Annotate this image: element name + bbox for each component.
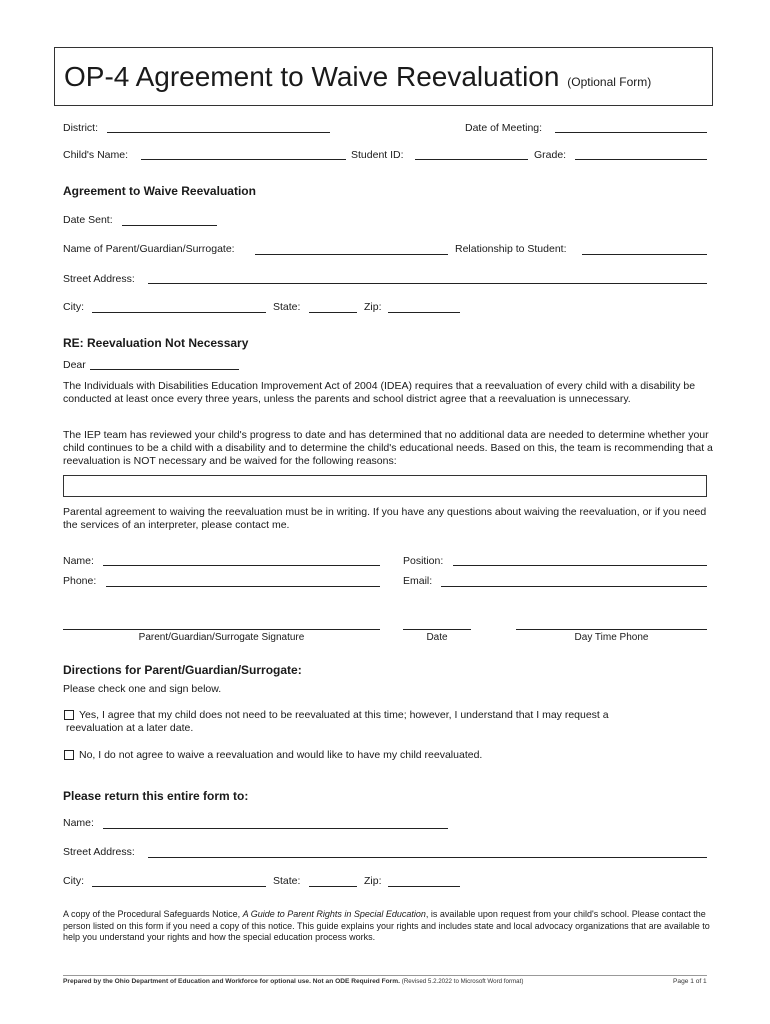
form-title-main: OP-4 Agreement to Waive Reevaluation (64, 61, 560, 92)
childs-name-field[interactable] (141, 159, 346, 160)
return-zip-field[interactable] (388, 886, 460, 887)
grade-field[interactable] (575, 159, 707, 160)
return-heading: Please return this entire form to: (63, 789, 249, 803)
return-city-field[interactable] (92, 886, 266, 887)
state-label: State: (273, 301, 301, 313)
street-address-label: Street Address: (63, 273, 135, 285)
date-sent-label: Date Sent: (63, 214, 113, 226)
signature-date-field[interactable] (403, 629, 471, 630)
position-label: Position: (403, 555, 444, 567)
contact-phone-label: Phone: (63, 575, 97, 587)
return-street-field[interactable] (148, 857, 707, 858)
form-title-sub: (Optional Form) (567, 75, 652, 89)
zip-field[interactable] (388, 312, 460, 313)
footer-left (63, 978, 523, 985)
title-box (54, 47, 713, 106)
contact-name-field[interactable] (103, 565, 380, 566)
dear-label: Dear (63, 359, 86, 371)
procedural-safeguards-notice (63, 909, 713, 944)
parent-name-field[interactable] (255, 254, 448, 255)
city-label: City: (63, 301, 84, 313)
contact-name-label: Name: (63, 555, 94, 567)
email-label: Email: (403, 575, 433, 587)
email-field[interactable] (441, 586, 707, 587)
footer-prepared-by: Prepared by the Ohio Department of Education and Workforce for optional use. Not an ODE Required Form. (63, 978, 400, 985)
signature-caption: Parent/Guardian/Surrogate Signature (138, 632, 305, 643)
dear-field[interactable] (90, 369, 239, 370)
notice-text-pre: A copy of the Procedural Safeguards Notice, (63, 909, 243, 919)
zip-label: Zip: (364, 301, 382, 313)
notice-text-post: , is available upon request from your child's school. Please contact the person listed on this form if you need a copy of this notice. This guide explains your rights and includes state and local advocacy organizations that are available to help you understand your rights and how the special education process works. (63, 909, 710, 943)
form-title (64, 61, 651, 98)
return-name-label: Name: (63, 817, 94, 829)
signature-field[interactable] (63, 629, 380, 630)
disagree-checkbox[interactable] (64, 750, 74, 760)
relationship-label: Relationship to Student: (455, 243, 567, 255)
date-of-meeting-field[interactable] (555, 132, 707, 133)
childs-name-label: Child's Name: (63, 149, 129, 161)
day-phone-field[interactable] (516, 629, 707, 630)
position-field[interactable] (453, 565, 707, 566)
state-field[interactable] (309, 312, 357, 313)
return-city-label: City: (63, 875, 84, 887)
idea-paragraph: The Individuals with Disabilities Education Improvement Act of 2004 (IDEA) requires that a reevaluation of every child with a disability be conducted at least once every three years, unless the parents and school district agree that a reevaluation is unnecessary. (63, 380, 696, 406)
return-street-label: Street Address: (63, 846, 135, 858)
directions-instruction: Please check one and sign below. (63, 683, 222, 695)
street-address-field[interactable] (148, 283, 707, 284)
agree-option-line2: reevaluation at a later date. (66, 722, 194, 734)
city-field[interactable] (92, 312, 266, 313)
parental-agreement-paragraph: Parental agreement to waiving the reevaluation must be in writing. If you have any questions about waiving the reevaluation, or if you need the services of an interpreter, please contact me. (63, 506, 707, 532)
agree-checkbox[interactable] (64, 710, 74, 720)
return-zip-label: Zip: (364, 875, 382, 887)
date-sent-field[interactable] (122, 225, 217, 226)
date-caption: Date (426, 632, 448, 643)
date-of-meeting-label: Date of Meeting: (465, 122, 543, 134)
relationship-field[interactable] (582, 254, 707, 255)
disagree-option: No, I do not agree to waive a reevaluation and would like to have my child reevaluated. (79, 749, 483, 761)
student-id-field[interactable] (415, 159, 528, 160)
district-label: District: (63, 122, 98, 134)
agree-option-line1: Yes, I agree that my child does not need to be reevaluated at this time; however, I understand that I may request a (79, 709, 609, 721)
parent-name-label: Name of Parent/Guardian/Surrogate: (63, 243, 235, 255)
return-state-field[interactable] (309, 886, 357, 887)
district-field[interactable] (107, 132, 330, 133)
agreement-heading: Agreement to Waive Reevaluation (63, 184, 256, 198)
directions-heading: Directions for Parent/Guardian/Surrogate: (63, 663, 302, 677)
contact-phone-field[interactable] (106, 586, 380, 587)
footer-page-number: Page 1 of 1 (673, 978, 707, 985)
notice-guide-title: A Guide to Parent Rights in Special Education (242, 909, 426, 919)
return-state-label: State: (273, 875, 301, 887)
day-phone-caption: Day Time Phone (574, 632, 649, 643)
footer-rule (63, 975, 707, 976)
footer-revised: (Revised 5.2.2022 to Microsoft Word format) (401, 978, 524, 985)
iep-paragraph: The IEP team has reviewed your child's progress to date and has determined that no additional data are needed to determine whether your child continues to be a child with a disability and to determine the child's educational needs. Based on this, the team is recommending that a reevaluation is NOT necessary and be waived for the following reasons: (63, 429, 713, 468)
grade-label: Grade: (534, 149, 567, 161)
reasons-textbox[interactable] (63, 475, 707, 497)
student-id-label: Student ID: (351, 149, 404, 161)
re-heading: RE: Reevaluation Not Necessary (63, 336, 249, 350)
return-name-field[interactable] (103, 828, 448, 829)
